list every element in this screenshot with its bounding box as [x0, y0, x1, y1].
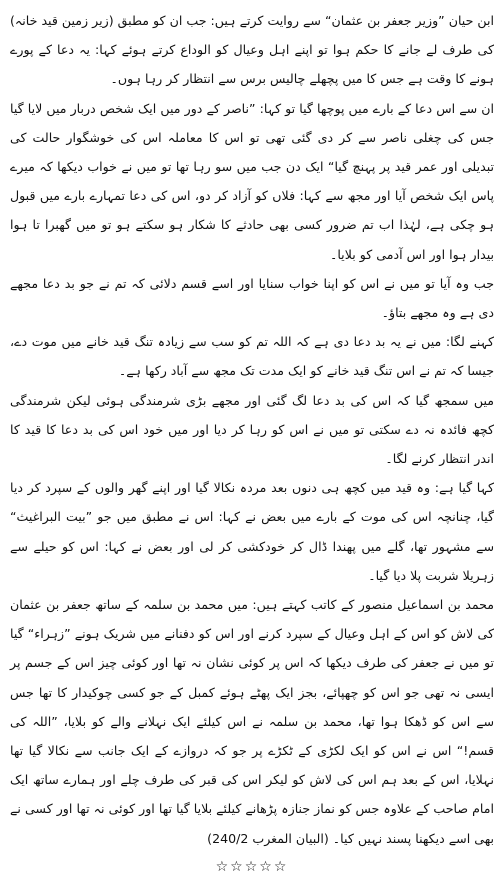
paragraph-5: میں سمجھ گیا کہ اس کی بد دعا لگ گئی اور مجھے بڑی شرمندگی ہوئی لیکن شرمندگی کچھ فائدہ نہ دے سکتی تو میں نے اس کو رہا کر دیا اور میں خود اس کی بد دعا کا قید کا اندر انتظار کرنے لگا۔	[10, 392, 494, 467]
paragraph-7: محمد بن اسماعیل منصور کے کاتب کہتے ہیں: میں محمد بن سلمہ کے ساتھ جعفر بن عثمان کی لاش کو اس کے اہل وعیال کے سپرد کرنے اور اس کو دفنانے میں شریک ہونے ”زہراء“ گیا تو میں نے جعفر کی طرف دیکھا کہ اس پر کوئی نشان نہ تھا اور کوئی چیز اس کے جسم پر ایسی نہ تھی جو اس کو چھپائے، بجز ایک پھٹے ہوئے کمبل کے جو کسی چوکیدار کا تھا جس سے اس کو ڈھکا ہوا تھا، محمد بن سلمہ نے اس کیلئے ایک نہلانے والے کو بلایا، ”اللہ کی قسم!“ اس نے اس کو ایک لکڑی کے ٹکڑے پر جو کہ دروازے کے ایک جانب سے نکالا گیا تھا نہلایا، اس کے بعد ہم اس کی لاش کو لیکر اس کی قبر کی طرف چلے اور ہمارے ساتھ ایک امام صاحب کے علاوہ جس کو نماز جنازہ پڑھانے کیلئے بلایا گیا تھا اور کوئی نہ تھا اور کسی نے بھی اسے دیکھنا پسند نہیں کیا۔ (البیان المغرب 240/2)	[10, 597, 494, 846]
paragraph-1: ابن حیان ”وزیر جعفر بن عثمان“ سے روایت کرتے ہیں: جب ان کو مطبق (زیر زمین قید خانہ) کی طرف لے جانے کا حکم ہوا تو اپنے اہل وعیال کو الوداع کرتے ہوئے کہا: یہ دعا کے پورے ہونے کا وقت ہے جس کا میں پچھلے چالیس برس سے انتظار کر رہا ہوں۔	[10, 13, 494, 87]
paragraph-6: کہا گیا ہے: وہ قید میں کچھ ہی دنوں بعد مردہ نکالا گیا اور اپنے گھر والوں کے سپرد کر دیا گیا، چنانچہ اس کی موت کے بارے میں بعض نے کہا: اس نے مطبق میں جو ”بیت البراغیث“ سے مشہور تھا، گلے میں پھندا ڈال کر خودکشی کر لی اور بعض نے کہا: اس کو حیلے سے زہریلا شربت پلا دیا گیا۔	[10, 480, 494, 583]
paragraph-3: جب وہ آیا تو میں نے اس کو اپنا خواب سنایا اور اسے قسم دلائی کہ تم نے جو بد دعا مجھے دی ہے وہ مجھے بتاؤ۔	[10, 275, 494, 321]
paragraph-2: ان سے اس دعا کے بارے میں پوچھا گیا تو کہا: ”ناصر کے دور میں ایک شخص دربار میں لایا گیا جس کی چغلی ناصر سے کر دی گئی تھی تو اس کا معاملہ اس کی خوشگوار حالت کی تبدیلی اور عمر قید پر پہنچ گیا“ ایک دن جب میں سو رہا تھا تو میں نے خواب دیکھا کہ میرے پاس ایک شخص آیا اور مجھ سے کہا: فلاں کو آزاد کر دو، اس کی دعا تمہارے بارے میں قبول ہو چکی ہے، لہٰذا اب تم ضرور کسی بھی حادثے کا شکار ہو سکتے ہو تو میں گھبرا تا ہوا بیدار ہوا اور اس آدمی کو بلایا۔	[10, 100, 494, 262]
paragraph-4: کہنے لگا: میں نے یہ بد دعا دی ہے کہ اللہ تم کو سب سے زیادہ تنگ قید خانے میں موت دے، جیسا کہ تم نے اس تنگ قید خانے کو ایک مدت تک مجھ سے آباد رکھا ہے۔	[10, 334, 494, 379]
section-divider-stars: ☆☆☆☆☆	[215, 858, 289, 875]
page-body	[10, 6, 494, 853]
